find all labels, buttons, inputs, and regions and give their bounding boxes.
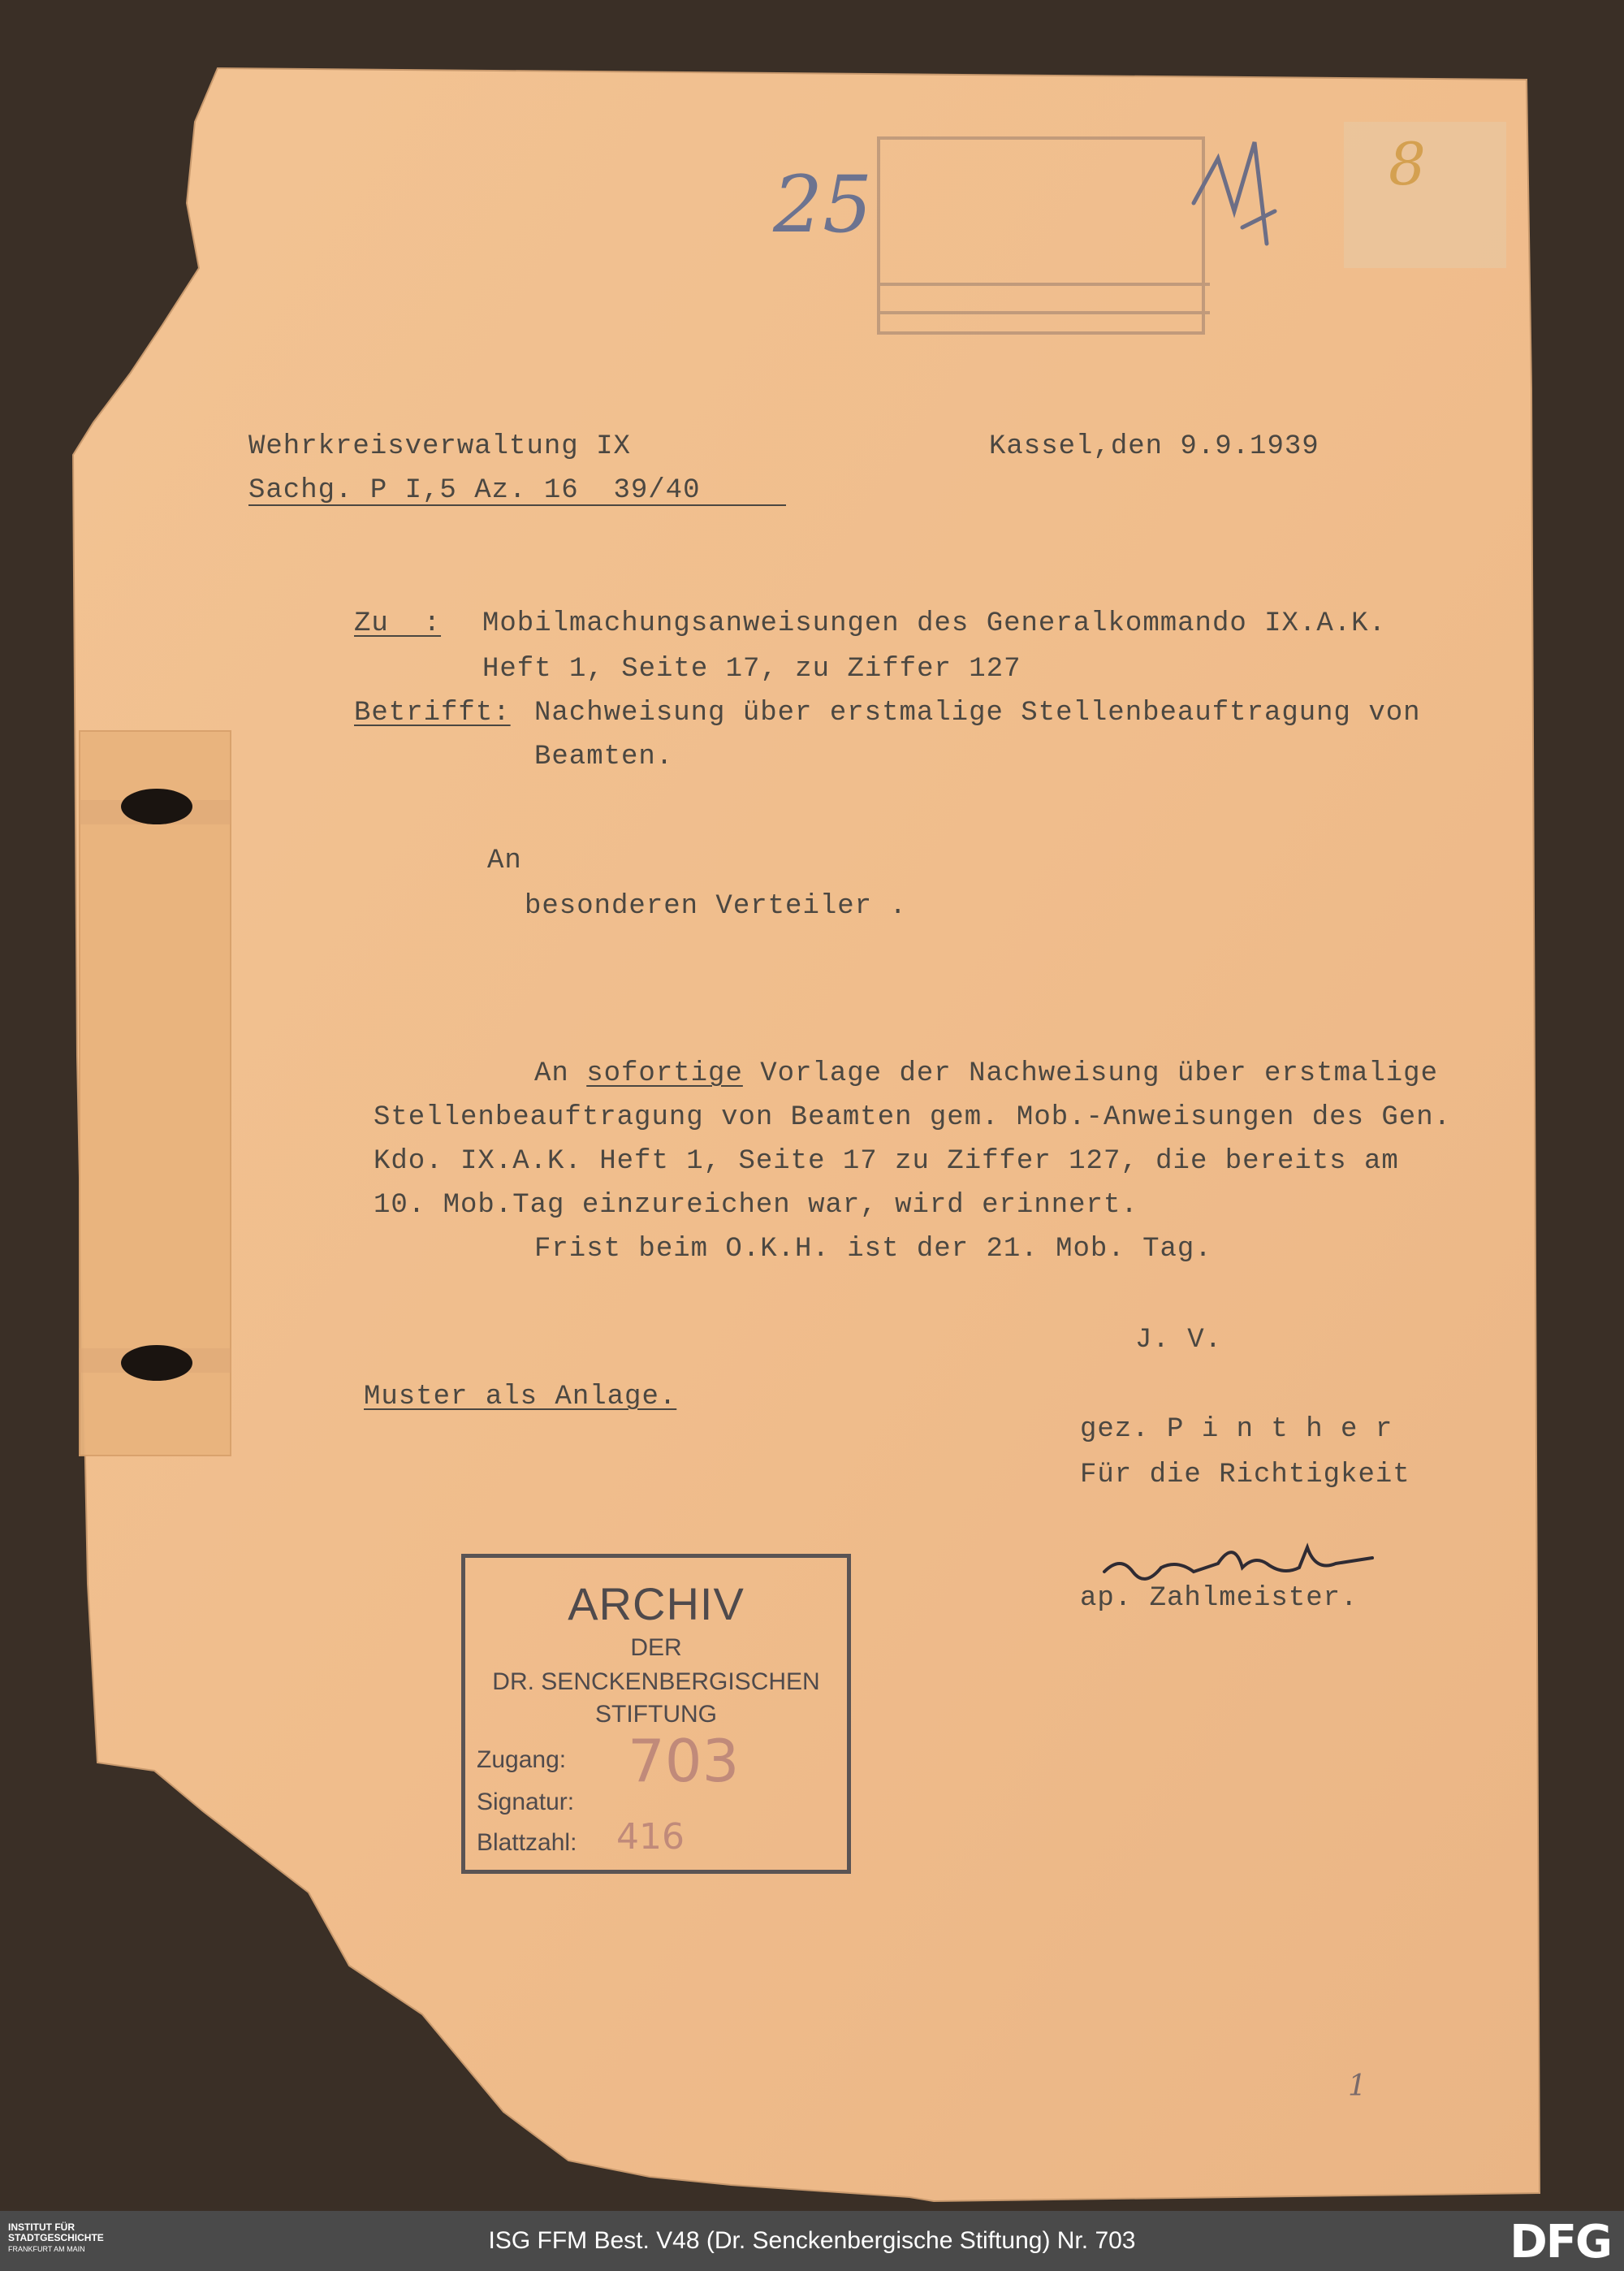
handwritten-bottom-mark: 1 bbox=[1348, 2070, 1367, 2103]
stamp-blattzahl-value: 416 bbox=[616, 1816, 685, 1858]
certification: Für die Richtigkeit bbox=[1080, 1460, 1410, 1490]
institute-line-2: STADTGESCHICHTE bbox=[8, 2232, 104, 2243]
sender-department: Wehrkreisverwaltung IX bbox=[248, 431, 631, 462]
archive-stamp bbox=[461, 1554, 851, 1874]
body-line-3: Kdo. IX.A.K. Heft 1, Seite 17 zu Ziffer 127, die bereits am bbox=[374, 1146, 1399, 1177]
body-emphasis: sofortige bbox=[586, 1058, 743, 1089]
body-line-5: Frist beim O.K.H. ist der 21. Mob. Tag. bbox=[534, 1234, 1212, 1265]
handwritten-corner-number: 8 bbox=[1389, 130, 1426, 198]
signer-rank: ap. Zahlmeister. bbox=[1080, 1583, 1358, 1614]
body-line-1 bbox=[534, 1058, 1438, 1090]
body-line-1-end: Vorlage der Nachweisung über erstmalige bbox=[742, 1058, 1438, 1089]
institute-line-1: INSTITUT FÜR bbox=[8, 2221, 75, 2233]
zu-text-line2: Heft 1, Seite 17, zu Ziffer 127 bbox=[482, 654, 1021, 685]
paper-sheet bbox=[73, 68, 1540, 2201]
footer-bar bbox=[0, 2211, 1624, 2271]
handwritten-top-number: 25 bbox=[773, 159, 873, 250]
stamp-blattzahl-label: Blattzahl: bbox=[477, 1829, 577, 1856]
stamp-line-2: DR. SENCKENBERGISCHEN bbox=[492, 1668, 820, 1695]
attachment-note: Muster als Anlage. bbox=[364, 1382, 677, 1412]
recipient: besonderen Verteiler . bbox=[525, 891, 907, 922]
stamp-title: ARCHIV bbox=[568, 1578, 745, 1629]
zu-text-line1: Mobilmachungsanweisungen des Generalkommando IX.A.K. bbox=[482, 608, 1386, 639]
institute-line-3: FRANKFURT AM MAIN bbox=[8, 2245, 85, 2253]
zu-label: Zu : bbox=[354, 608, 442, 639]
punch-hole-bottom bbox=[121, 1345, 192, 1381]
betrifft-text-line1: Nachweisung über erstmalige Stellenbeauftragung von bbox=[534, 698, 1421, 729]
stamp-zugang-label: Zugang: bbox=[477, 1746, 567, 1773]
file-reference: Sachg. P I,5 Az. 16 39/40 bbox=[248, 475, 701, 506]
stamp-signatur-label: Signatur: bbox=[477, 1789, 575, 1815]
footer-caption: ISG FFM Best. V48 (Dr. Senckenbergische Stiftung) Nr. 703 bbox=[488, 2227, 1136, 2254]
betrifft-label: Betrifft: bbox=[354, 698, 511, 729]
place-date: Kassel,den 9.9.1939 bbox=[989, 431, 1320, 462]
body-line-2: Stellenbeauftragung von Beamten gem. Mob.-Anweisungen des Gen. bbox=[374, 1102, 1452, 1133]
body-line-4: 10. Mob.Tag einzureichen war, wird erinnert. bbox=[374, 1190, 1138, 1221]
dfg-logo: DFG bbox=[1510, 2216, 1611, 2269]
betrifft-text-line2: Beamten. bbox=[534, 742, 674, 772]
in-deputy: J. V. bbox=[1135, 1325, 1223, 1356]
body-line-1-start: An bbox=[534, 1058, 587, 1089]
signed-by: gez. P i n t h e r bbox=[1080, 1414, 1393, 1445]
stamp-line-3: STIFTUNG bbox=[595, 1701, 717, 1728]
punch-hole-top bbox=[121, 789, 192, 824]
recipient-label: An bbox=[487, 846, 522, 876]
stamp-line-1: DER bbox=[630, 1634, 682, 1661]
stamp-zugang-value: 703 bbox=[628, 1727, 740, 1795]
